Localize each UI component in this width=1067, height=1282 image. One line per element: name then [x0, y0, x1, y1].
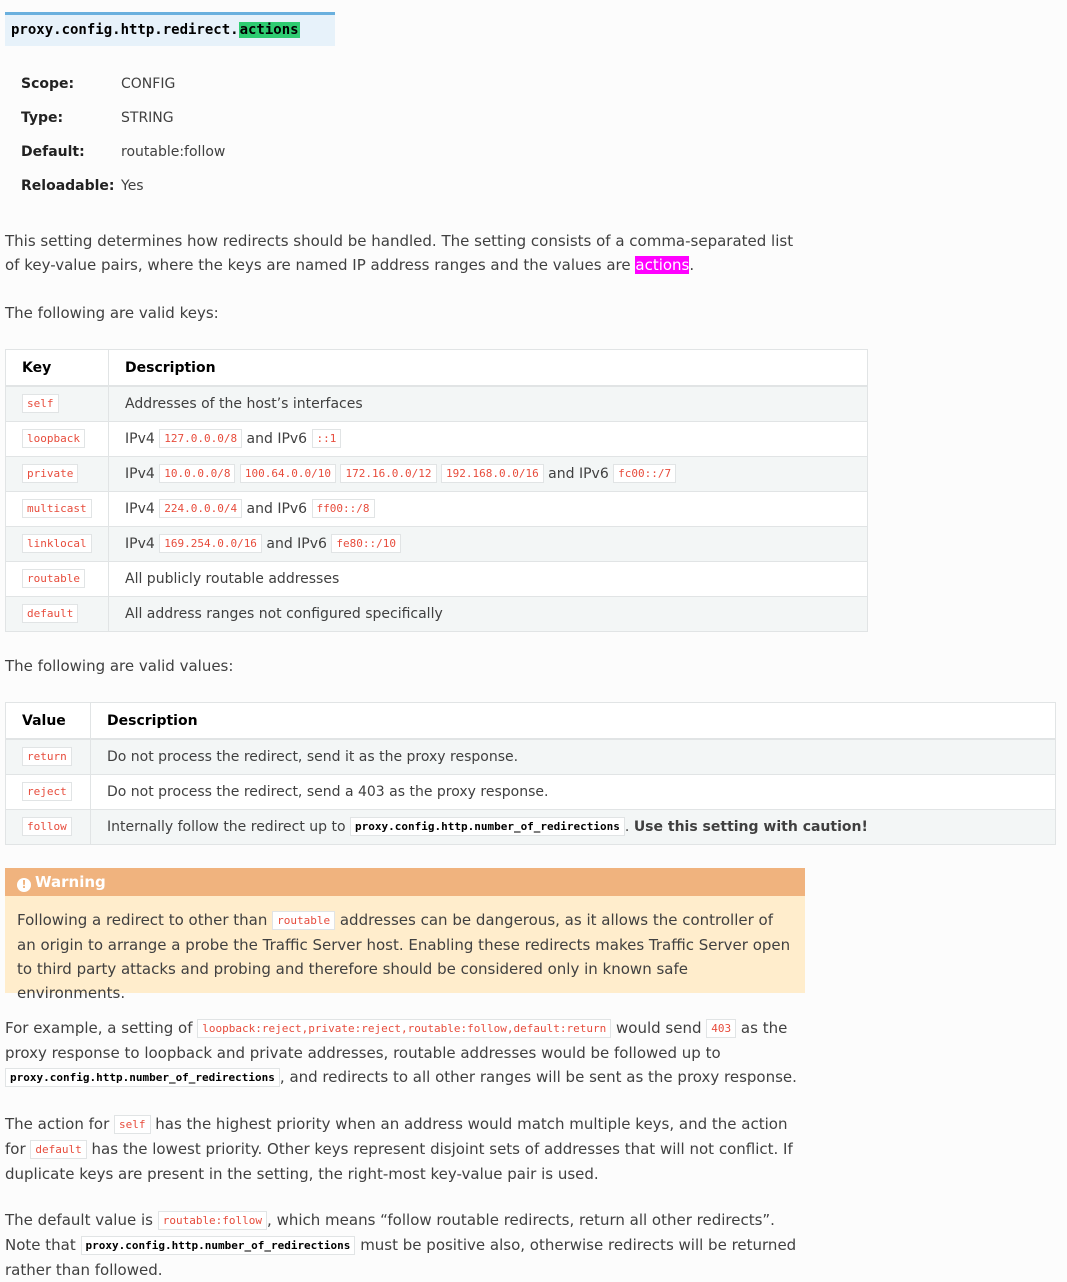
key-literal: routable — [22, 569, 85, 588]
value-cell — [6, 775, 91, 810]
inline-literal: default — [30, 1140, 86, 1159]
value-cell — [6, 739, 91, 775]
values-table-header — [6, 703, 1056, 740]
config-xref-link[interactable]: proxy.config.http.number_of_redirections — [350, 817, 625, 836]
text: . — [624, 819, 634, 835]
text: , and redirects to all other ranges will be sent as the proxy response. — [279, 1068, 797, 1086]
text: has the lowest priority. Other keys represent disjoint sets of addresses that will not conflict. If duplicate keys are present in the setting, the right-most key-value pair is used. — [5, 1140, 793, 1183]
keys-table — [5, 349, 868, 632]
bold-text: Use this setting with caution! — [633, 819, 868, 835]
value-literal: return — [22, 747, 72, 766]
inline-literal: 224.0.0.0/4 — [159, 499, 242, 518]
field-name: Scope: — [21, 76, 75, 92]
description-cell — [109, 562, 868, 597]
text: , which means “follow routable redirects, return all other redirects”. Note that — [5, 1211, 775, 1254]
text: The default value is — [5, 1211, 158, 1229]
inline-literal: 100.64.0.0/10 — [240, 464, 336, 483]
text: must be positive also, otherwise redirects will be returned rather than followed. — [5, 1236, 797, 1279]
keys-table-header — [6, 350, 868, 387]
key-row — [6, 422, 868, 457]
text: addresses can be dangerous, as it allows the controller of an origin to arrange a probe the Traffic Server host. Enabling these redirects makes Traffic Server open to third party attacks and probing and therefore should be considered only in known safe environments. — [17, 911, 791, 1002]
config-xref-link[interactable]: proxy.config.http.number_of_redirections — [5, 1068, 280, 1087]
header-value: Value — [6, 703, 91, 740]
key-cell — [6, 422, 109, 457]
text: and IPv6 — [543, 466, 614, 482]
text: has the highest priority when an address would match multiple keys, and the action for — [5, 1115, 788, 1158]
inline-literal: 172.16.0.0/12 — [340, 464, 436, 483]
header-description: Description — [109, 350, 868, 387]
text: as the proxy response to loopback and private addresses, routable addresses would be followed up to — [5, 1019, 788, 1062]
key-cell — [6, 597, 109, 632]
config-xref-link[interactable]: proxy.config.http.number_of_redirections — [81, 1236, 356, 1255]
inline-literal: fc00::/7 — [613, 464, 676, 483]
text: Following a redirect to other than — [17, 911, 273, 929]
text: and IPv6 — [261, 536, 332, 552]
header-key: Key — [6, 350, 109, 387]
exclamation-circle-icon: ! — [17, 878, 31, 892]
text: would send — [611, 1019, 707, 1037]
inline-literal: self — [114, 1115, 151, 1134]
value-literal: follow — [22, 817, 72, 836]
key-row — [6, 386, 868, 422]
key-cell — [6, 457, 109, 492]
inline-literal: 127.0.0.0/8 — [159, 429, 242, 448]
field-row-reloadable — [21, 178, 225, 212]
text: Internally follow the redirect up to — [107, 819, 350, 835]
key-cell — [6, 492, 109, 527]
description-cell — [91, 739, 1056, 775]
values-heading: The following are valid values: — [5, 657, 234, 675]
value-row — [6, 739, 1056, 775]
field-value: CONFIG — [121, 76, 176, 92]
description-cell — [91, 775, 1056, 810]
signature-highlight: actions — [239, 22, 299, 38]
value-literal: reject — [22, 782, 72, 801]
text: Do not process the redirect, send a 403 as the proxy response. — [107, 784, 549, 800]
field-value: STRING — [121, 110, 174, 126]
inline-literal: 169.254.0.0/16 — [159, 534, 262, 553]
warning-body — [5, 896, 805, 1005]
intro-end: . — [689, 256, 695, 274]
value-cell — [6, 810, 91, 845]
field-value: Yes — [121, 178, 144, 194]
description-cell — [109, 422, 868, 457]
example-paragraph — [5, 1016, 805, 1090]
value-row — [6, 775, 1056, 810]
inline-literal: routable:follow — [158, 1211, 267, 1230]
key-row — [6, 457, 868, 492]
key-row — [6, 492, 868, 527]
text: Addresses of the host’s interfaces — [125, 396, 363, 412]
text: All publicly routable addresses — [125, 571, 340, 587]
intro-paragraph — [5, 229, 805, 277]
key-literal: multicast — [22, 499, 92, 518]
signature-prefix: proxy.config.http.redirect. — [11, 22, 239, 38]
key-literal: loopback — [22, 429, 85, 448]
text: Do not process the redirect, send it as the proxy response. — [107, 749, 519, 765]
keys-heading: The following are valid keys: — [5, 304, 219, 322]
warning-admonition — [5, 868, 805, 1002]
field-row-type — [21, 110, 225, 144]
text: For example, a setting of — [5, 1019, 198, 1037]
key-row — [6, 527, 868, 562]
inline-literal: ff00::/8 — [312, 499, 375, 518]
field-value: routable:follow — [121, 144, 226, 160]
value-row — [6, 810, 1056, 845]
key-row — [6, 562, 868, 597]
header-description: Description — [91, 703, 1056, 740]
key-literal: default — [22, 604, 78, 623]
text: and IPv6 — [242, 431, 312, 447]
description-cell — [109, 597, 868, 632]
description-cell — [109, 386, 868, 422]
priority-paragraph — [5, 1112, 805, 1186]
warning-title: Warning — [35, 873, 106, 891]
inline-literal: fe80::/10 — [331, 534, 401, 553]
inline-literal: ::1 — [312, 429, 342, 448]
key-row — [6, 597, 868, 632]
description-cell — [109, 457, 868, 492]
warning-title-bar — [5, 868, 805, 896]
default-value-paragraph — [5, 1208, 805, 1282]
values-table — [5, 702, 1056, 845]
text: and IPv6 — [242, 501, 312, 517]
key-literal: linklocal — [22, 534, 92, 553]
field-list — [21, 76, 225, 212]
inline-literal: routable — [272, 911, 335, 930]
inline-literal: loopback:reject,private:reject,routable:follow,default:return — [197, 1019, 611, 1038]
inline-literal: 403 — [706, 1019, 736, 1038]
field-row-default — [21, 144, 225, 178]
key-literal: private — [22, 464, 78, 483]
key-cell — [6, 562, 109, 597]
key-cell — [6, 386, 109, 422]
inline-literal: 10.0.0.0/8 — [159, 464, 235, 483]
intro-highlight: actions — [635, 256, 690, 274]
intro-text: This setting determines how redirects should be handled. The setting consists of a comma-separated list of key-value pairs, where the keys are named IP address ranges and the values are — [5, 232, 794, 274]
field-row-scope — [21, 76, 225, 110]
text: IPv4 — [125, 501, 160, 517]
field-name: Type: — [21, 110, 64, 126]
text: The action for — [5, 1115, 114, 1133]
text: IPv4 — [125, 536, 160, 552]
text: IPv4 — [125, 431, 160, 447]
description-cell — [91, 810, 1056, 845]
config-signature — [5, 12, 335, 46]
key-literal: self — [22, 394, 59, 413]
text: IPv4 — [125, 466, 160, 482]
field-name: Default: — [21, 144, 85, 160]
key-cell — [6, 527, 109, 562]
description-cell — [109, 492, 868, 527]
inline-literal: 192.168.0.0/16 — [441, 464, 544, 483]
description-cell — [109, 527, 868, 562]
text: All address ranges not configured specifically — [125, 606, 443, 622]
field-name: Reloadable: — [21, 178, 115, 194]
